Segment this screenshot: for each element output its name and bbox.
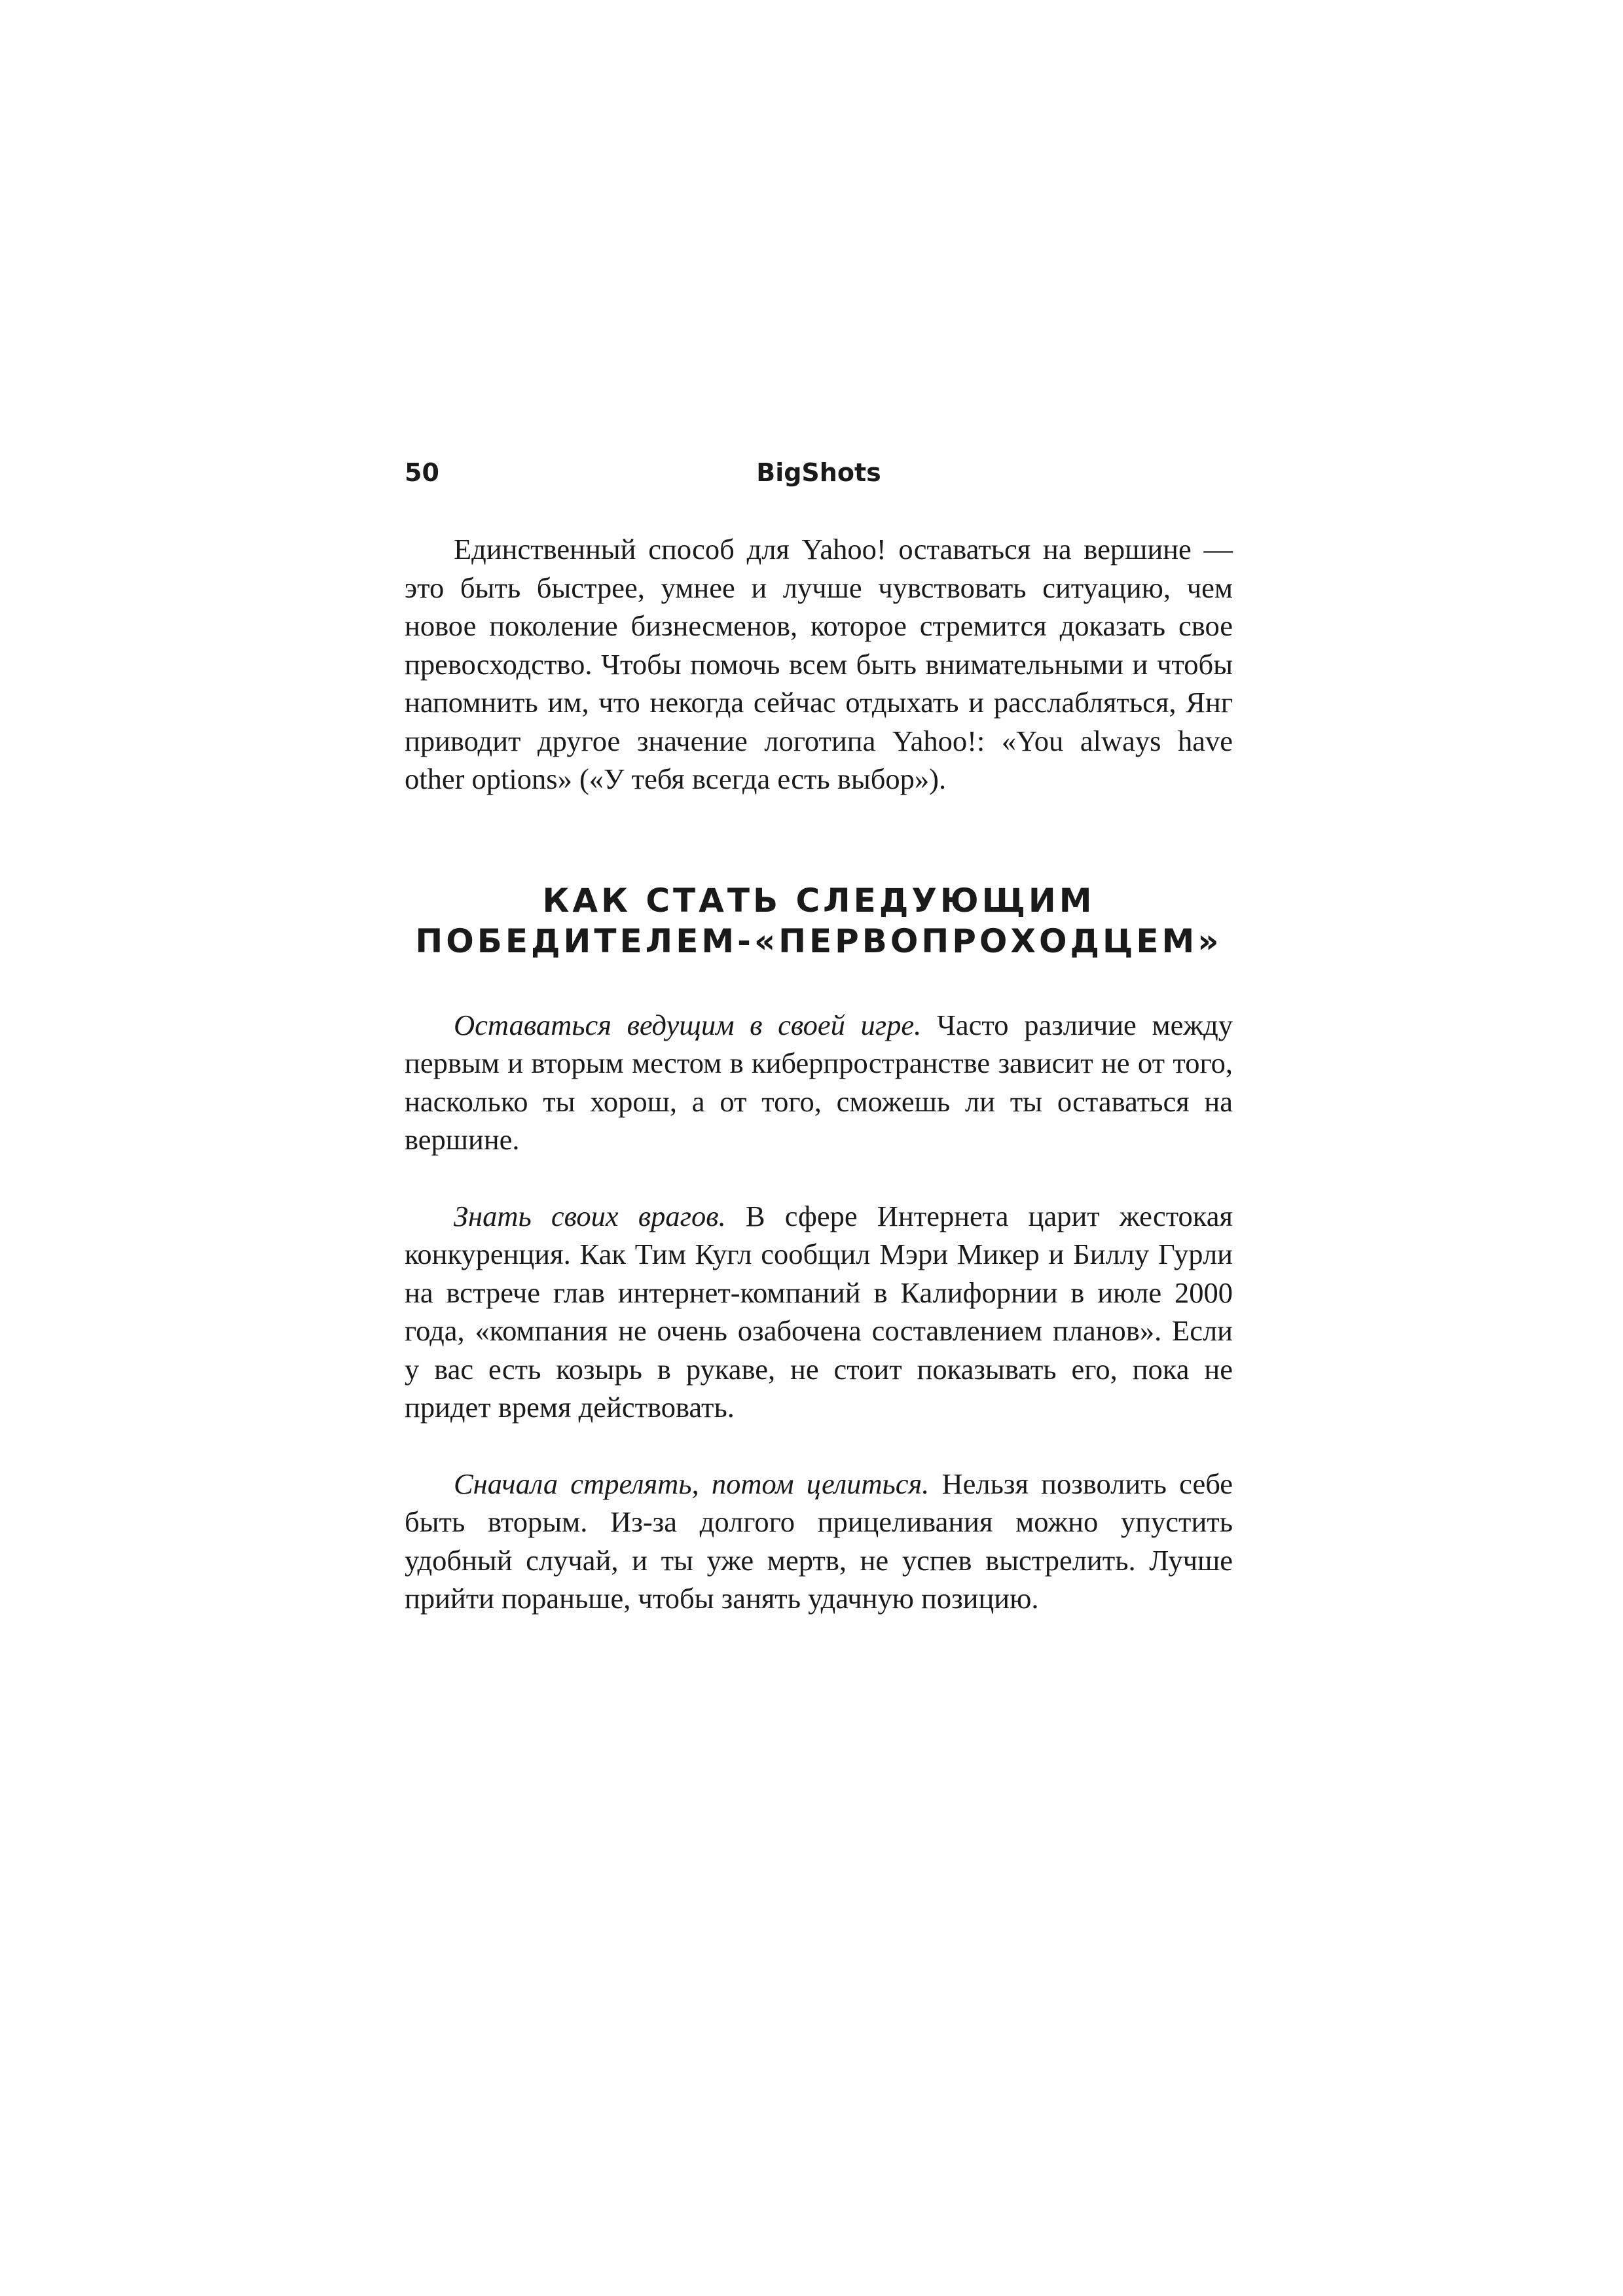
tip-paragraph-2 xyxy=(405,1197,1233,1427)
book-page xyxy=(405,458,1233,1618)
tip-text-2: В сфере Интернета царит жестокая конкуренция. Как Тим Кугл сообщил Мэри Микер и Биллу Гурли на встрече глав интернет-компаний в Калифорнии в июле 2000 года, «компания не очень озабочена составлением планов». Если у вас есть козырь в рукаве, не стоит показывать его, пока не придет время действовать. xyxy=(405,1199,1233,1424)
section-heading-line-1: КАК СТАТЬ СЛЕДУЮЩИМ xyxy=(542,881,1095,920)
tip-text-1: Часто различие между первым и вторым местом в киберпространстве зависит не от того, насколько ты хорош, а от того, сможешь ли ты оставаться на вершине. xyxy=(405,1008,1233,1156)
intro-paragraph: Единственный способ для Yahoo! оставаться на вершине — это быть быстрее, умнее и лучше чувствовать ситуацию, чем новое поколение бизнесменов, которое стремится доказать свое превосходство. Чтобы помочь всем быть внимательными и чтобы напомнить им, что некогда сейчас отдыхать и расслабляться, Янг приводит другое значение логотипа Yahoo!: «You always have other options» («У тебя всегда есть выбор»). xyxy=(405,533,1233,795)
running-head xyxy=(405,458,1233,497)
book-title: BigShots xyxy=(756,458,881,487)
page-number: 50 xyxy=(405,458,439,487)
tip-text-3: Нельзя позволить себе быть вторым. Из-за долгого прицеливания можно упустить удобный случай, и ты уже мертв, не успев выстрелить. Лучше прийти пораньше, чтобы занять удачную позицию. xyxy=(405,1467,1233,1615)
section-heading-line-2: ПОБЕДИТЕЛЕМ-«ПЕРВОПРОХОДЦЕМ» xyxy=(415,922,1222,960)
tip-lead-1: Оставаться ведущим в своей игре. xyxy=(454,1008,922,1041)
tip-paragraph-3 xyxy=(405,1465,1233,1618)
section-heading xyxy=(405,880,1233,961)
tip-lead-2: Знать своих врагов. xyxy=(454,1199,726,1232)
tip-paragraph-1 xyxy=(405,1006,1233,1159)
tip-lead-3: Сначала стрелять, потом целиться. xyxy=(454,1467,930,1500)
